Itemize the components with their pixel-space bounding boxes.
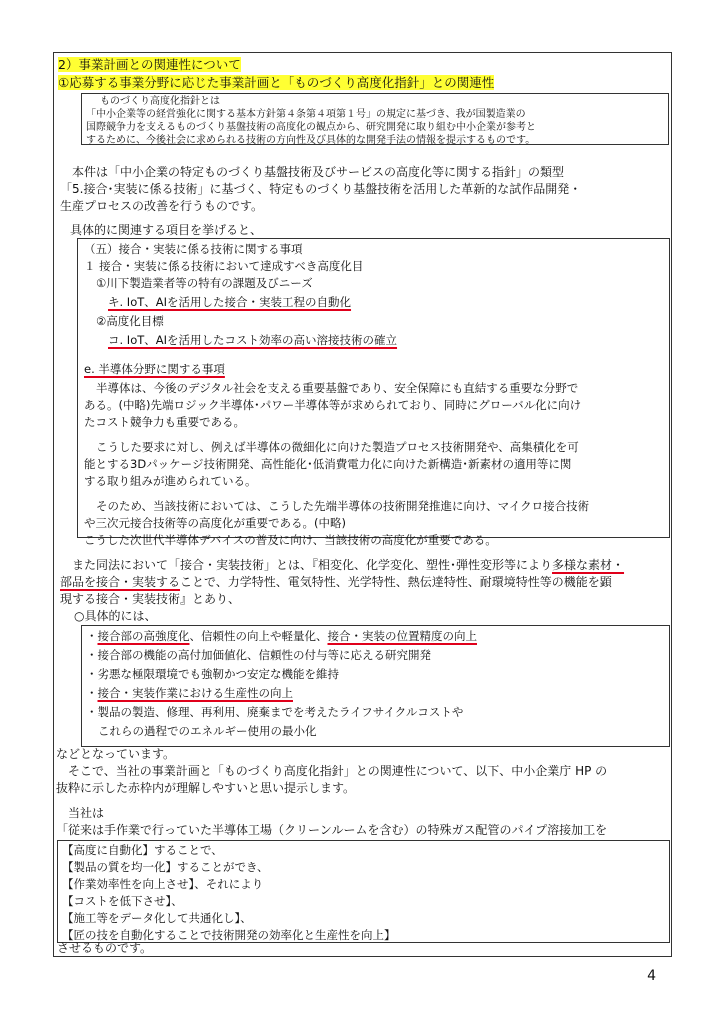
result-item: 【コストを低下させ】、 bbox=[62, 894, 183, 908]
definition-line: するために、今後社会に求められる技術の方向性及び具体的な開発手法の情報を提示するものです。 bbox=[86, 135, 536, 146]
specific-item: ・接合部の機能の高付加価値化、信頼性の付与等に応える研究開発 bbox=[86, 648, 431, 662]
definition-box bbox=[81, 93, 669, 145]
specific-items-box bbox=[81, 625, 670, 747]
definition-line: 国際競争力を支えるものづくり基盤技術の高度化の観点から、研究開発に取り組む中小企業が参考と bbox=[86, 122, 536, 133]
specific-item: ・製品の製造、修理、再利用、廃棄までを考えたライフサイクルコストや bbox=[86, 705, 464, 719]
semiconductor-paragraph: 半導体は、今後のデジタル社会を支える重要基盤であり、安全保障にも直結する重要な分野で ある。(中略)先端ロジック半導体･パワー半導体等が求められており、同時にグローバル化に向け たコスト競争力も重要である。 bbox=[84, 381, 582, 429]
semiconductor-paragraph: こうした要求に対し、例えば半導体の微細化に向けた製造プロセス技術開発や、高集積化を可 能とする3Dパッケージ技術開発、高性能化･低消費電力化に向けた新構造･新素材の適用等に関 する取り組みが進められている。 bbox=[84, 440, 579, 488]
result-item: 【匠の技を自動化することで技術開発の効率化と生産性を向上】 bbox=[62, 928, 396, 942]
related-box-sub: ①川下製造業者等の特有の課題及びニーズ bbox=[96, 276, 313, 290]
final-line: させるものです。 bbox=[57, 941, 153, 955]
related-guideline-box bbox=[77, 238, 670, 547]
result-item: 【高度に自動化】することで、 bbox=[62, 843, 223, 857]
law-paragraph: また同法において「接合・実装技術」とは、『相変化、化学変化、塑性･弾性変形等により多様な素材・ 部品を接合・実装することで、力学特性、電気特性、光学特性、熱伝達特性、耐環境特性等の機能を顕 現する接合・実装技術』とあり、 ○具体的には、 bbox=[60, 557, 670, 625]
related-box-point: キ. IoT、AIを活用した接合・実装工程の自動化 bbox=[108, 295, 352, 309]
specific-item: ・接合・実装作業における生産性の向上 bbox=[86, 686, 293, 700]
result-item: 【製品の質を均一化】することができ、 bbox=[62, 860, 269, 874]
specific-item: これらの過程でのエネルギー使用の最小化 bbox=[98, 724, 317, 738]
page-number: 4 bbox=[647, 968, 656, 984]
section-heading: 2）事業計画との関連性について bbox=[58, 57, 241, 72]
results-box bbox=[57, 840, 670, 943]
specific-lead: ○具体的には、 bbox=[74, 609, 157, 623]
related-box-point: コ. IoT、AIを活用したコスト効率の高い溶接技術の確立 bbox=[108, 333, 398, 347]
semiconductor-paragraph: そのため、当該技術においては、こうした先端半導体の技術開発推進に向け、マイクロ接合技術 や三次元接合技術等の高度化が重要である。(中略) こうした次世代半導体デバイスの普及に向け、当該技術の高度化が重要である。 bbox=[84, 499, 590, 547]
related-box-item: １ 接合・実装に係る技術において達成すべき高度化目 bbox=[84, 259, 364, 273]
page-frame bbox=[53, 52, 672, 957]
specific-item: ・接合部の高強度化、信頼性の向上や軽量化、接合・実装の位置精度の向上 bbox=[86, 629, 477, 643]
definition-title: ものづくり高度化指針とは bbox=[100, 96, 220, 107]
closing-paragraph: などとなっています。 そこで、当社の事業計画と「ものづくり高度化指針」との関連性について、以下、中小企業庁 HP の 抜粋に示した赤枠内が理解しやすいと思い提示します。 当社は 「従来は手作業で行っていた半導体工場（クリーンルームを含む）の特殊ガス配管のパイプ溶接加工を bbox=[56, 747, 608, 837]
specific-item: ・劣悪な極限環境でも強靭かつ安定な機能を維持 bbox=[86, 667, 339, 681]
related-box-title: （五）接合・実装に係る技術に関する事項 bbox=[84, 242, 303, 256]
subsection-heading: ①応募する事業分野に応じた事業計画と「ものづくり高度化指針」との関連性 bbox=[58, 75, 495, 90]
result-item: 【作業効率性を向上させ】、それにより bbox=[62, 877, 264, 891]
related-box-sub: ②高度化目標 bbox=[96, 314, 164, 328]
related-items-lead: 具体的に関連する項目を挙げると、 bbox=[70, 223, 263, 237]
intro-paragraph: 本件は「中小企業の特定ものづくり基盤技術及びサービスの高度化等に関する指針」の類型 「5.接合･実装に係る技術」に基づく、特定ものづくり基盤技術を活用した革新的な試作品開発・ 生産プロセスの改善を行うものです。 bbox=[60, 165, 582, 213]
definition-line: 「中小企業等の経営強化に関する基本方針第４条第４項第１号」の規定に基づき、我が国製造業の bbox=[86, 109, 526, 120]
semiconductor-heading: e. 半導体分野に関する事項 bbox=[84, 362, 225, 376]
result-item: 【施工等をデータ化して共通化し】、 bbox=[62, 911, 252, 925]
